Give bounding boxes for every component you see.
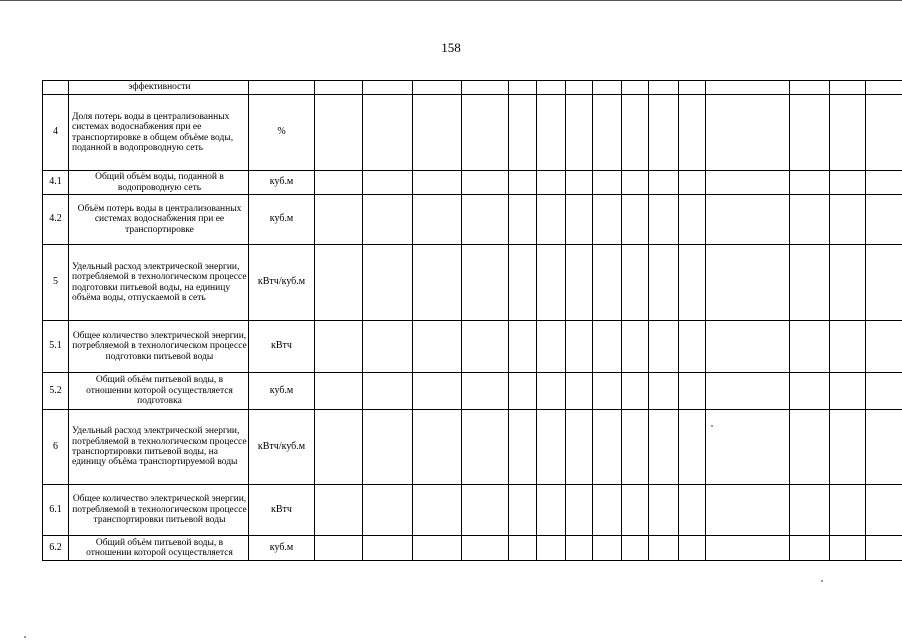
value-cell — [622, 171, 649, 195]
value-cell — [566, 171, 593, 195]
value-cell — [790, 410, 830, 485]
row-number: 5 — [43, 245, 69, 321]
value-cell — [830, 485, 866, 536]
value-cell — [566, 195, 593, 245]
value-cell — [315, 321, 363, 373]
value-cell — [537, 373, 566, 410]
indicator-name: Удельный расход электрической энергии, потребляемой в технологическом процессе подготовки питьевой воды, на единицу объёма воды, отпускаемой в сеть — [69, 245, 249, 321]
value-cell — [315, 245, 363, 321]
page-number: 158 — [441, 40, 461, 55]
value-cell — [649, 245, 679, 321]
unit-cell: куб.м — [249, 195, 315, 245]
row-number: 5.2 — [43, 373, 69, 410]
value-cell — [363, 245, 413, 321]
value-cell — [509, 171, 537, 195]
value-cell — [706, 410, 790, 485]
table-row — [43, 171, 902, 195]
value-cell — [649, 485, 679, 536]
value-cell — [566, 321, 593, 373]
value-cell — [462, 171, 509, 195]
value-cell — [509, 321, 537, 373]
value-cell — [679, 95, 706, 171]
value-cell — [649, 95, 679, 171]
value-cell — [622, 245, 649, 321]
value-cell — [593, 95, 622, 171]
row-number: 4.2 — [43, 195, 69, 245]
value-cell — [462, 485, 509, 536]
value-cell — [706, 485, 790, 536]
value-cell — [706, 245, 790, 321]
value-cell — [363, 536, 413, 561]
value-cell — [509, 373, 537, 410]
value-cell — [866, 195, 902, 245]
value-cell — [706, 195, 790, 245]
value-cell — [593, 81, 622, 95]
value-cell — [566, 410, 593, 485]
value-cell — [537, 321, 566, 373]
value-cell — [830, 321, 866, 373]
indicator-name: Общее количество электрической энергии, потребляемой в технологическом процессе транспортировки питьевой воды — [69, 485, 249, 536]
value-cell — [363, 95, 413, 171]
unit-cell: % — [249, 95, 315, 171]
value-cell — [790, 81, 830, 95]
value-cell — [866, 171, 902, 195]
value-cell — [790, 195, 830, 245]
value-cell — [593, 373, 622, 410]
value-cell — [509, 195, 537, 245]
value-cell — [566, 245, 593, 321]
value-cell — [866, 321, 902, 373]
value-cell — [566, 95, 593, 171]
value-cell — [622, 410, 649, 485]
value-cell — [462, 410, 509, 485]
value-cell — [413, 195, 462, 245]
value-cell — [866, 81, 902, 95]
value-cell — [509, 485, 537, 536]
indicator-name: Доля потерь воды в централизованных системах водоснабжения при ее транспортировке в общем объёме воды, поданной в водопроводную сеть — [69, 95, 249, 171]
value-cell — [566, 536, 593, 561]
value-cell — [790, 373, 830, 410]
table-row — [43, 245, 902, 321]
value-cell — [790, 95, 830, 171]
scan-speck — [24, 636, 26, 638]
unit-cell: куб.м — [249, 171, 315, 195]
value-cell — [622, 373, 649, 410]
value-cell — [462, 536, 509, 561]
value-cell — [679, 373, 706, 410]
value-cell — [866, 410, 902, 485]
value-cell — [363, 410, 413, 485]
value-cell — [413, 410, 462, 485]
value-cell — [679, 81, 706, 95]
value-cell — [363, 321, 413, 373]
value-cell — [649, 195, 679, 245]
unit-cell: кВтч — [249, 321, 315, 373]
unit-cell: куб.м — [249, 536, 315, 561]
value-cell — [413, 171, 462, 195]
value-cell — [363, 373, 413, 410]
value-cell — [413, 485, 462, 536]
value-cell — [593, 195, 622, 245]
value-cell — [706, 95, 790, 171]
value-cell — [649, 81, 679, 95]
row-number: 6 — [43, 410, 69, 485]
indicator-name: Общий объём питьевой воды, в отношении которой осуществляется подготовка — [69, 373, 249, 410]
table-row — [43, 485, 902, 536]
value-cell — [679, 485, 706, 536]
value-cell — [790, 245, 830, 321]
table-row — [43, 81, 902, 95]
unit-cell: кВтч/куб.м — [249, 410, 315, 485]
value-cell — [315, 171, 363, 195]
value-cell — [830, 171, 866, 195]
value-cell — [866, 373, 902, 410]
value-cell — [649, 536, 679, 561]
value-cell — [706, 321, 790, 373]
value-cell — [830, 410, 866, 485]
value-cell — [830, 245, 866, 321]
value-cell — [315, 195, 363, 245]
table-row — [43, 95, 902, 171]
value-cell — [866, 536, 902, 561]
value-cell — [413, 373, 462, 410]
value-cell — [593, 410, 622, 485]
value-cell — [830, 536, 866, 561]
value-cell — [566, 485, 593, 536]
row-number: 6.1 — [43, 485, 69, 536]
value-cell — [363, 485, 413, 536]
table-row — [43, 536, 902, 561]
value-cell — [706, 171, 790, 195]
unit-cell — [249, 81, 315, 95]
indicator-name: Общее количество электрической энергии, потребляемой в технологическом процессе подготовки питьевой воды — [69, 321, 249, 373]
value-cell — [537, 81, 566, 95]
value-cell — [679, 536, 706, 561]
value-cell — [790, 321, 830, 373]
value-cell — [462, 321, 509, 373]
value-cell — [509, 410, 537, 485]
value-cell — [363, 195, 413, 245]
value-cell — [566, 373, 593, 410]
table-row — [43, 373, 902, 410]
value-cell — [866, 245, 902, 321]
value-cell — [649, 410, 679, 485]
unit-cell: кВтч — [249, 485, 315, 536]
unit-cell: куб.м — [249, 373, 315, 410]
table-row — [43, 410, 902, 485]
value-cell — [413, 536, 462, 561]
value-cell — [622, 195, 649, 245]
table-row — [43, 195, 902, 245]
value-cell — [649, 321, 679, 373]
value-cell — [509, 245, 537, 321]
value-cell — [622, 95, 649, 171]
value-cell — [830, 95, 866, 171]
value-cell — [462, 195, 509, 245]
value-cell — [679, 245, 706, 321]
value-cell — [706, 373, 790, 410]
row-number: 4.1 — [43, 171, 69, 195]
value-cell — [537, 485, 566, 536]
value-cell — [622, 321, 649, 373]
value-cell — [679, 321, 706, 373]
value-cell — [790, 485, 830, 536]
value-cell — [509, 536, 537, 561]
value-cell — [706, 81, 790, 95]
value-cell — [593, 321, 622, 373]
indicator-name: Объём потерь воды в централизованных системах водоснабжения при ее транспортировке — [69, 195, 249, 245]
value-cell — [413, 81, 462, 95]
value-cell — [830, 81, 866, 95]
value-cell — [537, 245, 566, 321]
value-cell — [622, 485, 649, 536]
value-cell — [315, 373, 363, 410]
value-cell — [866, 95, 902, 171]
value-cell — [679, 410, 706, 485]
row-number: 6.2 — [43, 536, 69, 561]
value-cell — [413, 245, 462, 321]
value-cell — [649, 373, 679, 410]
value-cell — [593, 245, 622, 321]
table-row — [43, 321, 902, 373]
value-cell — [315, 95, 363, 171]
value-cell — [413, 95, 462, 171]
value-cell — [679, 195, 706, 245]
scan-edge — [0, 0, 902, 1]
indicator-name: эффективности — [69, 81, 249, 95]
value-cell — [537, 195, 566, 245]
value-cell — [790, 171, 830, 195]
value-cell — [363, 171, 413, 195]
value-cell — [790, 536, 830, 561]
value-cell — [649, 171, 679, 195]
value-cell — [593, 536, 622, 561]
value-cell — [315, 485, 363, 536]
value-cell — [566, 81, 593, 95]
row-number — [43, 81, 69, 95]
value-cell — [679, 171, 706, 195]
value-cell — [830, 373, 866, 410]
indicator-name: Общий объём питьевой воды, в отношении которой осуществляется — [69, 536, 249, 561]
value-cell — [537, 171, 566, 195]
value-cell — [509, 95, 537, 171]
indicator-name: Общий объём воды, поданной в водопроводную сеть — [69, 171, 249, 195]
scan-speck — [711, 425, 713, 427]
indicator-name: Удельный расход электрической энергии, потребляемой в технологическом процессе транспортировки питьевой воды, на единицу объёма транспортируемой воды — [69, 410, 249, 485]
value-cell — [462, 245, 509, 321]
value-cell — [413, 321, 462, 373]
value-cell — [866, 485, 902, 536]
value-cell — [462, 81, 509, 95]
value-cell — [315, 536, 363, 561]
value-cell — [593, 171, 622, 195]
value-cell — [622, 81, 649, 95]
indicators-table — [42, 80, 902, 561]
value-cell — [537, 410, 566, 485]
value-cell — [462, 95, 509, 171]
value-cell — [315, 81, 363, 95]
row-number: 5.1 — [43, 321, 69, 373]
value-cell — [537, 95, 566, 171]
value-cell — [830, 195, 866, 245]
unit-cell: кВтч/куб.м — [249, 245, 315, 321]
value-cell — [622, 536, 649, 561]
value-cell — [537, 536, 566, 561]
value-cell — [363, 81, 413, 95]
value-cell — [593, 485, 622, 536]
scan-speck — [821, 580, 823, 582]
value-cell — [706, 536, 790, 561]
value-cell — [462, 373, 509, 410]
value-cell — [315, 410, 363, 485]
value-cell — [509, 81, 537, 95]
row-number: 4 — [43, 95, 69, 171]
